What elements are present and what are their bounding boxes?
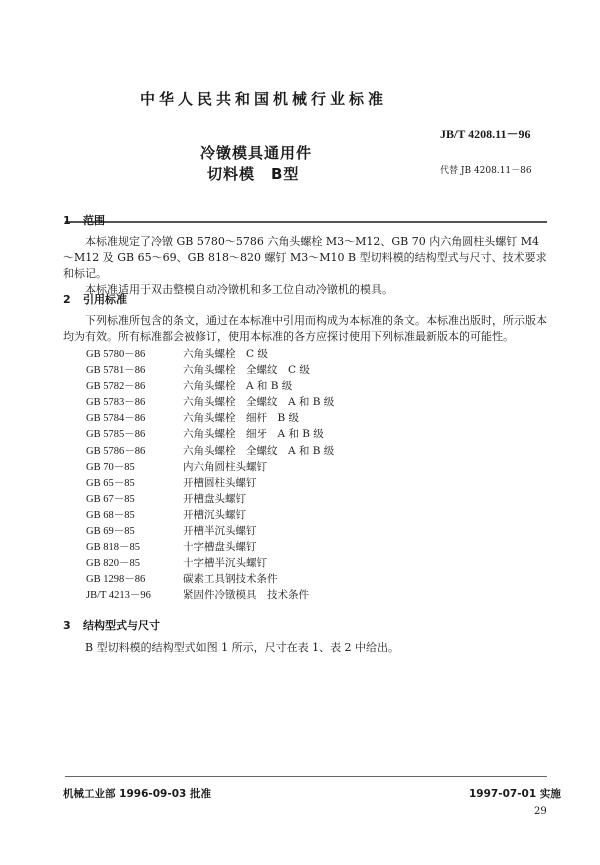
reference-item <box>86 507 334 523</box>
page-number: 29 <box>534 806 547 817</box>
reference-item <box>86 491 334 507</box>
reference-name: 六角头螺栓 全螺纹 C 级 <box>183 364 310 377</box>
section-number: 3 <box>63 619 71 632</box>
reference-item <box>86 571 334 587</box>
reference-code: GB 69－85 <box>86 526 135 538</box>
section-title: 引用标准 <box>83 293 127 306</box>
reference-name: 六角头螺栓 全螺纹 A 和 B 级 <box>183 444 335 457</box>
reference-name: 开槽沉头螺钉 <box>183 508 246 521</box>
issuing-authority: 中华人民共和国机械行业标准 <box>140 90 388 108</box>
reference-item <box>86 459 334 475</box>
document-title: 冷镦模具通用件 <box>200 144 313 162</box>
reference-code: GB 1298－86 <box>86 574 146 586</box>
reference-name: 紧固件冷镦模具 技术条件 <box>183 589 309 602</box>
reference-item <box>86 346 334 362</box>
reference-code: GB 820－85 <box>86 558 140 570</box>
header-divider <box>65 221 547 223</box>
section-1-body <box>63 234 549 298</box>
reference-name: 六角头螺栓 细牙 A 和 B 级 <box>183 428 324 441</box>
section-2-heading <box>63 291 127 307</box>
reference-code: GB 5782－86 <box>86 381 146 393</box>
reference-name: 内六角圆柱头螺钉 <box>183 460 267 473</box>
paragraph: 本标准适用于双击整模自动冷镦机和多工位自动冷镦机的模具。 <box>85 283 393 296</box>
reference-name: 十字槽半沉头螺钉 <box>183 557 267 570</box>
reference-name: 开槽半沉头螺钉 <box>183 525 257 538</box>
section-number: 1 <box>63 214 71 227</box>
footer-divider <box>65 776 547 777</box>
reference-code: GB 5781－86 <box>86 365 146 377</box>
reference-item <box>86 394 334 410</box>
approval-info: 机械工业部 1996-09-03 批准 <box>63 788 211 800</box>
section-2-body <box>63 313 549 345</box>
implementation-date: 1997-07-01 实施 <box>469 788 561 800</box>
reference-name: 十字槽盘头螺钉 <box>183 541 257 554</box>
reference-name: 六角头螺栓 A 和 B 级 <box>183 380 293 393</box>
reference-code: JB/T 4213－96 <box>86 590 151 602</box>
section-3-body <box>63 640 549 656</box>
reference-item <box>86 426 334 442</box>
reference-item <box>86 539 334 555</box>
paragraph: B 型切料模的结构型式如图 1 所示，尺寸在表 1、表 2 中给出。 <box>85 641 400 654</box>
section-title: 结构型式与尺寸 <box>83 619 160 632</box>
reference-code: GB 5780－86 <box>86 349 146 360</box>
reference-code: GB 5785－86 <box>86 429 146 441</box>
reference-name: 开槽圆柱头螺钉 <box>183 476 257 489</box>
reference-item <box>86 362 334 378</box>
paragraph: 本标准规定了冷镦 GB 5780～5786 六角头螺栓 M3～M12、GB 70 内六角圆柱头螺钉 M4～M12 及 GB 65～69、GB 818～820 螺钉 M3～M10 B 型切料模的结构型式与尺寸、技术要求和标记。 <box>63 235 547 280</box>
section-1-heading <box>63 212 105 228</box>
reference-item <box>86 410 334 426</box>
standard-number: JB/T 4208.11－96 <box>440 127 531 141</box>
reference-item <box>86 555 334 571</box>
reference-item <box>86 523 334 539</box>
reference-name: 碳素工具钢技术条件 <box>183 573 278 586</box>
reference-name: 六角头螺栓 细杆 B 级 <box>183 412 300 425</box>
reference-code: GB 5786－86 <box>86 445 146 457</box>
reference-code: GB 67－85 <box>86 493 135 505</box>
reference-item <box>86 378 334 394</box>
reference-name: 六角头螺栓 全螺纹 A 和 B 级 <box>183 396 335 409</box>
reference-code: GB 70－85 <box>86 461 135 473</box>
reference-code: GB 5783－86 <box>86 397 146 409</box>
section-number: 2 <box>63 293 71 306</box>
reference-item <box>86 475 334 491</box>
reference-item <box>86 443 334 459</box>
reference-code: GB 68－85 <box>86 509 135 521</box>
reference-code: GB 818－85 <box>86 542 140 554</box>
reference-code: GB 65－85 <box>86 477 135 489</box>
reference-name: 六角头螺栓 C 级 <box>183 348 268 360</box>
reference-name: 开槽盘头螺钉 <box>183 492 246 505</box>
document-subtitle: 切料模 B型 <box>207 165 300 183</box>
replaces-standard: 代替 JB 4208.11－86 <box>440 166 532 176</box>
paragraph: 下列标准所包含的条文，通过在本标准中引用而构成为本标准的条文。本标准出版时，所示版本均为有效。所有标准都会被修订，使用本标准的各方应探讨使用下列标准最新版本的可能性。 <box>63 314 547 343</box>
reference-item <box>86 587 334 603</box>
reference-list <box>86 346 334 604</box>
section-3-heading <box>63 617 160 633</box>
section-title: 范围 <box>83 214 105 227</box>
reference-code: GB 5784－86 <box>86 413 146 425</box>
